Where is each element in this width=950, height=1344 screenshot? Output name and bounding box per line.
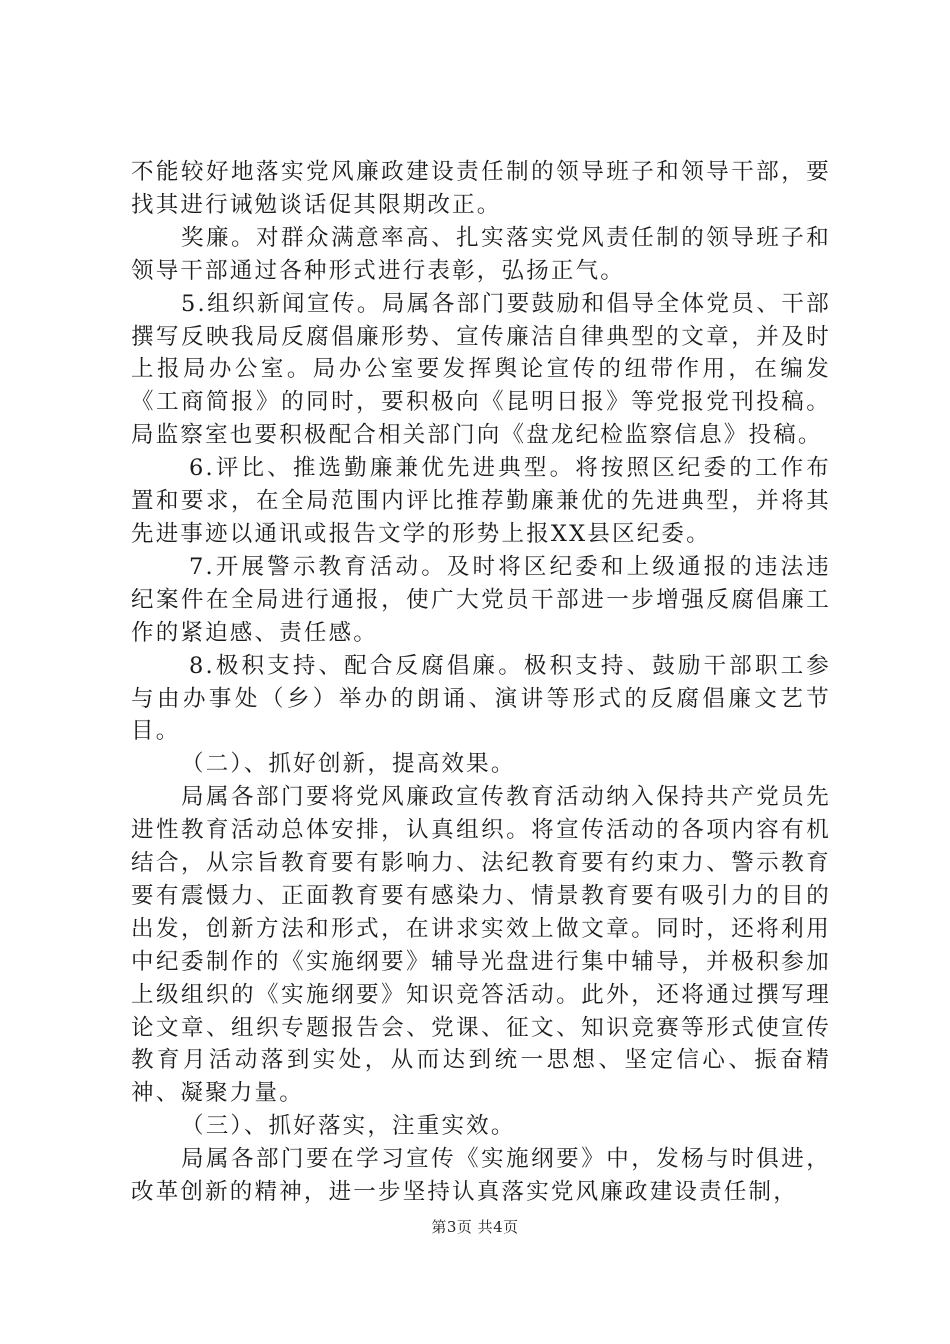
- paragraph-3: 5.组织新闻宣传。局属各部门要鼓励和倡导全体党员、干部撰写反映我局反腐倡廉形势、宣传廉洁自律典型的文章，并及时上报局办公室。局办公室要发挥舆论宣传的纽带作用，在编发《工商简报》的同时，要积极向《昆明日报》等党报党刊投稿。局监察室也要积极配合相关部门向《盘龙纪检监察信息》投稿。: [131, 290, 831, 449]
- document-body: [131, 156, 831, 1209]
- section-heading-2: （二）、抓好创新，提高效果。: [181, 751, 516, 778]
- paragraph-4: 6.评比、推选勤廉兼优先进典型。将按照区纪委的工作布置和要求，在全局范围内评比推荐勤廉兼优的先进典型，并将其先进事迹以通讯或报告文学的形势上报XX县区纪委。: [131, 455, 831, 547]
- paragraph-1: 不能较好地落实党风廉政建设责任制的领导班子和领导干部，要找其进行诫勉谈话促其限期改正。: [131, 159, 831, 218]
- paragraph-5: 7.开展警示教育活动。及时将区纪委和上级通报的违法违纪案件在全局进行通报，使广大党员干部进一步增强反腐倡廉工作的紧迫感、责任感。: [131, 553, 831, 646]
- paragraph-6: 8.极积支持、配合反腐倡廉。极积支持、鼓励干部职工参与由办事处（乡）举办的朗诵、演讲等形式的反腐倡廉文艺节目。: [131, 652, 831, 745]
- paragraph-8: 局属各部门要在学习宣传《实施纲要》中，发杨与时俱进，改革创新的精神，进一步坚持认真落实党风廉政建设责任制，: [131, 1146, 831, 1206]
- page-footer: 第3页 共4页: [431, 1218, 519, 1236]
- section-heading-3: （三）、抓好落实，注重实效。: [181, 1113, 516, 1140]
- paragraph-7: 局属各部门要将党风廉政宣传教育活动纳入保持共产党员先进性教育活动总体安排，认真组织。将宣传活动的各项内容有机结合，从宗旨教育要有影响力、法纪教育要有约束力、警示教育要有震慑力、正面教育要有感染力、情景教育要有吸引力的目的出发，创新方法和形式，在讲求实效上做文章。同时，还将利用中纪委制作的《实施纲要》辅导光盘进行集中辅导，并极积参加上级组织的《实施纲要》知识竞答活动。此外，还将通过撰写理论文章、组织专题报告会、党课、征文、知识竞赛等形式使宣传教育月活动落到实处，从而达到统一思想、坚定信心、振奋精神、凝聚力量。: [131, 784, 831, 1107]
- paragraph-2: 奖廉。对群众满意率高、扎实落实党风责任制的领导班子和领导干部通过各种形式进行表彰，弘扬正气。: [131, 224, 831, 284]
